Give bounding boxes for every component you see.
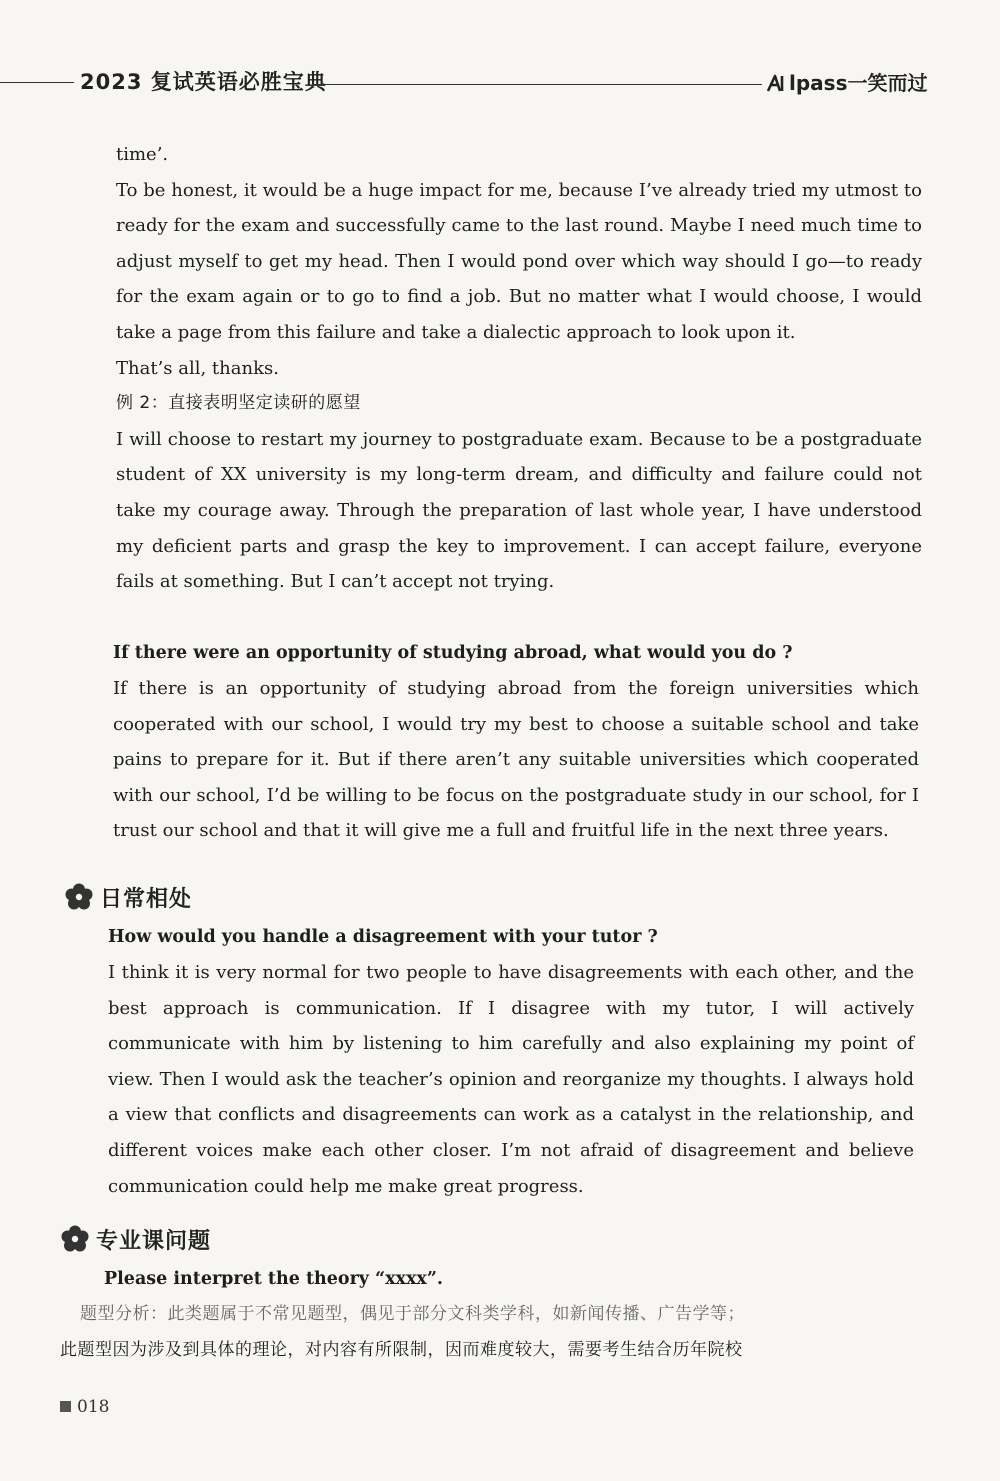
analysis-text: 题型分析：此类题属于不常见题型，偶见于部分文科类学科，如新闻传播、广告学等； bbox=[80, 1304, 745, 1324]
continuation-line: time’. bbox=[116, 144, 169, 165]
page-header bbox=[0, 66, 1000, 100]
header-rule-middle bbox=[312, 84, 762, 85]
analysis-line bbox=[60, 1333, 914, 1369]
analysis-line bbox=[80, 1297, 914, 1333]
header-title: 2023 复试英语必胜宝典 bbox=[80, 70, 327, 94]
example-paragraph: I will choose to restart my journey to postgraduate exam. Because to be a postgraduate student of XX university is my long-term dream, and difficulty and failure could not take my courage away. Through the preparation of last whole year, I have understood my deficient parts and grasp the key to improvement. I can accept failure, everyone fails at something. But I can’t accept not trying. bbox=[116, 428, 922, 593]
page-number: 018 bbox=[77, 1397, 110, 1417]
question-heading: How would you handle a disagreement with your tutor ? bbox=[108, 927, 658, 947]
answer-paragraph: If there is an opportunity of studying abroad from the foreign universities which cooperated with our school, I would try my best to choose a suitable school and take pains to prepare for it. But if there aren’t any suitable universities which cooperated with our school, I’d be willing to be focus on the postgraduate study in our school, for I trust our school and that it will give me a full and fruitful life in the next three years. bbox=[113, 678, 919, 842]
page-footer bbox=[60, 1397, 109, 1417]
section-title: 日常相处 bbox=[100, 887, 193, 912]
page-marker-icon bbox=[60, 1401, 71, 1412]
section-heading-daily bbox=[64, 882, 192, 913]
question-heading: If there were an opportunity of studying abroad, what would you do ? bbox=[113, 643, 793, 663]
abroad-block bbox=[113, 636, 919, 849]
header-brand bbox=[766, 67, 927, 96]
section-title: 专业课问题 bbox=[96, 1229, 212, 1254]
brand-logo-icon bbox=[766, 73, 788, 93]
major-block bbox=[60, 1262, 914, 1368]
header-rule-left bbox=[0, 82, 74, 83]
section-heading-major bbox=[60, 1224, 211, 1255]
answer-paragraph: To be honest, it would be a huge impact for me, because I’ve already tried my utmost to ready for the exam and successfully came to the last round. Maybe I need much time to adjust myself to get my head. Then I would pond over which way should I go—to ready for the exam again or to go to find a job. But no matter what I would choose, I would take a page from this failure and take a dialectic approach to look upon it. bbox=[116, 179, 922, 343]
question-heading: Please interpret the theory “xxxx”. bbox=[104, 1269, 444, 1289]
header-brand-text: lpass一笑而过 bbox=[789, 71, 928, 95]
answer-paragraph: I think it is very normal for two people to have disagreements with each other, and the best approach is communication. If I disagree with my tutor, I will actively communicate with him by listening to him carefully and also explaining my point of view. Then I would ask the teacher’s opinion and reorganize my thoughts. I always hold a view that conflicts and disagreements can work as a catalyst in the relationship, and different voices make each other closer. I’m not afraid of disagreement and believe communication could help me make great progress. bbox=[108, 962, 914, 1197]
closing-line: That’s all, thanks. bbox=[116, 357, 279, 379]
analysis-text: 此题型因为涉及到具体的理论，对内容有所限制，因而难度较大，需要考生结合历年院校 bbox=[60, 1339, 743, 1360]
daily-block bbox=[108, 920, 914, 1204]
flower-icon bbox=[60, 1224, 90, 1254]
top-text-block bbox=[116, 137, 922, 600]
example-label: 例 2：直接表明坚定读研的愿望 bbox=[116, 393, 361, 414]
flower-icon bbox=[64, 882, 94, 912]
